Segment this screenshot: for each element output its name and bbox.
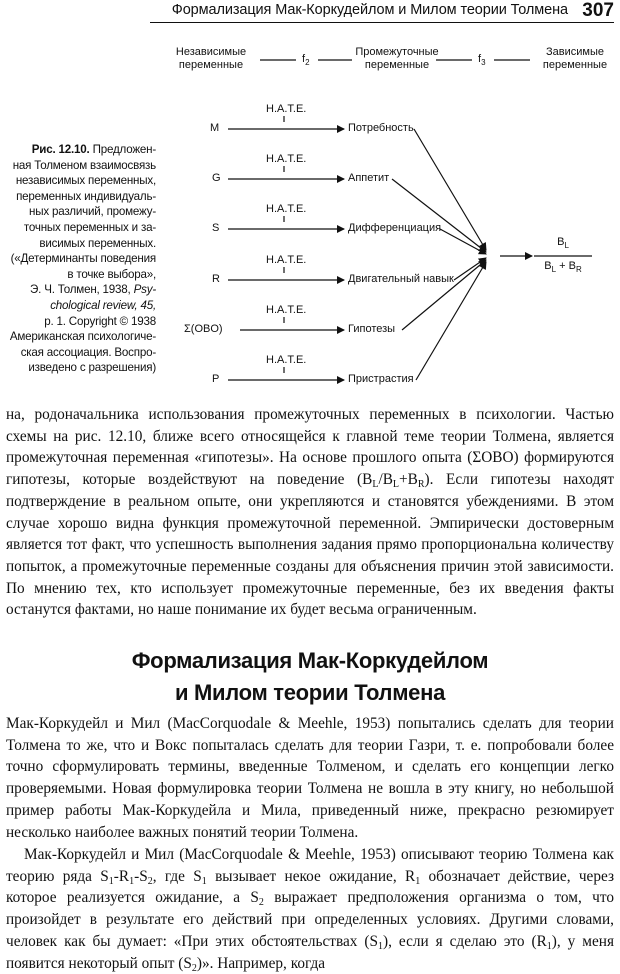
caption-line: точных переменных и за-	[23, 220, 156, 234]
running-header	[0, 0, 620, 24]
figure-label: Рис. 12.10.	[31, 143, 90, 156]
hate-label: H.A.T.E.	[266, 203, 307, 215]
hate-label: H.A.T.E.	[266, 153, 307, 165]
intermediate-variables-label: Промежуточные переменные	[355, 46, 439, 71]
caption-journal: chological review, 45,	[50, 298, 156, 312]
caption-line: независимых переменных,	[15, 174, 156, 188]
paragraph-s1-r1-s2: Мак-Коркудейл и Мил (MacCorquodale & Meehle, 1953) описывают теорию Толмена как теорию ряда $S_1-R_1-S_2$, где $S_1$ вызывает некое ожидание, $R_1$ обозначает действие, через которое реализуется ожидание, а $S_2$ выражает предположения организма о том, что произойдет в результате его действий при определенных условиях. Другими словами, человек как бы думает: «При этих обстоятельствах $(S_1)$, если я сделаю это $(R_1)$, у меня появится некоторый опыт $(S_2)$». Например, когда	[6, 846, 614, 974]
var-r: R	[212, 273, 220, 285]
diagram-lines	[156, 40, 620, 400]
formula-numerator: $B_L$	[557, 236, 569, 251]
section-heading-line: и Милом теории Толмена	[174, 680, 446, 705]
caption-line: в точке выбора»,	[67, 267, 156, 281]
caption-line: Предложен-	[92, 143, 156, 156]
intermediate-appetite: Аппетит	[348, 172, 390, 184]
function-f2-label: $f_2$	[302, 53, 310, 68]
paragraph-maccorquodale-intro: Мак-Коркудейл и Мил (MacCorquodale & Meehle, 1953) попытались сделать для теории Толмена то же, что и Вокс попыталась сделать для теории Газри, т. е. попробовали более точно сформулировать термины, введенные Толменом, и сделать его концепции легко проверяемыми. Новая формулировка теории Толмена не вошла в эту книгу, но небольшой пример работы Мак-Коркудейла и Мила, приведенный ниже, прекрасно резюмирует несколько наиболее важных понятий теории Толмена.	[6, 715, 614, 841]
caption-line: Э. Ч. Толмен, 1938,	[30, 283, 131, 297]
caption-line: («Детерминанты поведения	[10, 252, 156, 266]
caption-line: ная Толменом взаимосвязь	[12, 158, 156, 172]
independent-variables-label: Независимые переменные	[175, 46, 247, 71]
header-rule	[150, 22, 614, 23]
hate-label: H.A.T.E.	[266, 254, 307, 266]
figure-caption	[0, 142, 156, 376]
intermediate-differentiation: Дифференциация	[348, 222, 442, 234]
caption-line: висимых переменных.	[39, 236, 156, 250]
function-f3-label: $f_3$	[478, 53, 486, 68]
tolman-diagram	[156, 40, 620, 400]
caption-line: ных различий, промежу-	[29, 205, 156, 219]
caption-line: Американская психологиче-	[9, 330, 156, 344]
intermediate-hypotheses: Гипотезы	[348, 323, 396, 335]
hate-label: H.A.T.E.	[266, 354, 307, 366]
intermediate-motor-skill: Двигательный навык	[348, 273, 454, 285]
var-g: G	[212, 172, 221, 184]
hate-label: H.A.T.E.	[266, 304, 307, 316]
caption-journal: Psy-	[133, 283, 156, 297]
var-p: P	[212, 373, 220, 385]
var-sigma-obo: Σ(OBO)	[184, 323, 223, 335]
caption-line: ская ассоциация. Воспро-	[20, 345, 156, 359]
var-s: S	[212, 222, 220, 234]
caption-line: изведено с разрешения)	[28, 361, 156, 375]
intermediate-biases: Пристрастия	[348, 373, 414, 385]
formula-denominator: $B_L + B_R$	[544, 260, 582, 275]
intermediate-need: Потребность	[348, 122, 414, 134]
section-heading	[0, 645, 620, 709]
page-number: 307	[582, 0, 614, 21]
var-m: M	[210, 122, 220, 134]
section-heading-line: Формализация Мак-Коркудейлом	[131, 648, 489, 673]
caption-line: p. 1. Copyright © 1938	[44, 314, 156, 328]
dependent-variables-label: Зависимые переменные	[542, 46, 608, 71]
paragraph-intermediate-variables: на, родоначальника использования промежуточных переменных в психологии. Частью схемы на рис. 12.10, ближе всего относящейся к главной теме теории Толмена, является промежуточная переменная «гипотезы». На основе прошлого опыта (ΣOBO) формируются гипотезы, которые воздействуют на поведение $(B_L/B_L+B_R)$. Если гипотезы находят подтверждение в реальном опыте, они укрепляются и становятся убеждениями. В этом случае хорошо видна функция промежуточной переменной. Эмпирически достоверным является тот факт, что успешность выполнения задания прямо пропорциональна количеству попыток, а промежуточные переменные созданы для объяснения причин этой зависимости. По мнению тех, кто использует промежуточные переменные, без их введения факты останутся фактами, но наше понимание их будет весьма ограниченным.	[6, 406, 614, 619]
hate-label: H.A.T.E.	[266, 103, 307, 115]
caption-line: переменных индивидуаль-	[16, 189, 156, 203]
running-header-title: Формализация Мак-Коркудейлом и Милом теории Толмена	[171, 2, 568, 18]
